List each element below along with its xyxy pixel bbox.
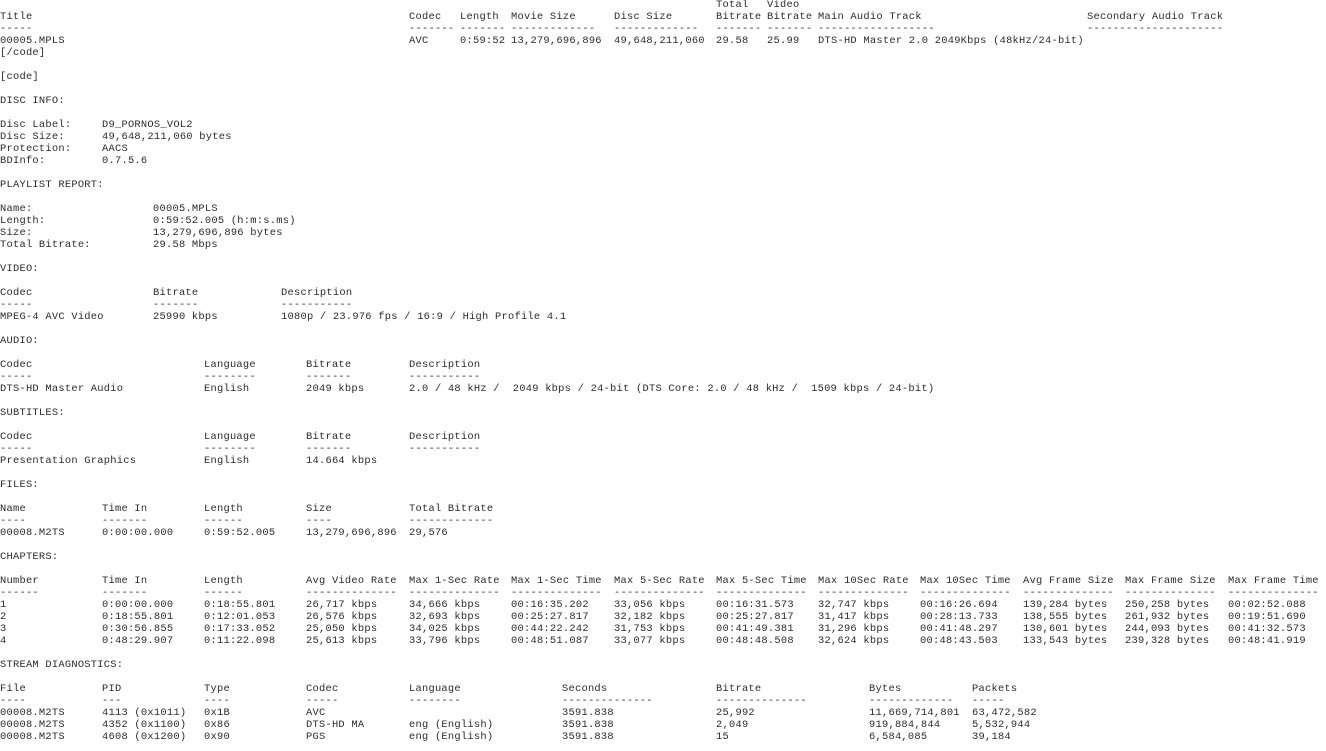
chapters-column-header: Max 1-Sec Rate [409,575,500,587]
stream-diagnostics-table-cell: 3591.838 [562,707,614,719]
chapters-table-cell: 33,056 kbps [614,599,686,611]
stream-diagnostics-table-cell: eng (English) [409,731,494,743]
chapters-table-cell: 33,077 kbps [614,635,686,647]
subtitles-header-rule: ------- [306,443,352,455]
video-header-rule: ----- [0,299,33,311]
chapters-header-rule: -------------- [716,587,807,599]
summary-table-cell: 49,648,211,060 [614,35,705,47]
chapters-table-cell: 00:41:32.573 [1228,623,1306,635]
files-column-header: Total Bitrate [409,503,494,515]
summary-header-rule: ------- [716,23,762,35]
chapters-table-cell: 139,284 bytes [1023,599,1108,611]
subtitles-heading: SUBTITLES: [0,407,65,419]
chapters-table-cell: 244,093 bytes [1125,623,1210,635]
files-heading: FILES: [0,479,39,491]
stream-diagnostics-table-cell: 15 [716,731,729,743]
files-header-rule: ------------- [409,515,494,527]
chapters-column-header: Max 5-Sec Time [716,575,807,587]
subtitles-column-header: Description [409,431,481,443]
summary-header-rule: ------------------ [818,23,935,35]
chapters-table-cell: 0:00:00.000 [102,599,174,611]
playlist-report-heading: PLAYLIST REPORT: [0,179,104,191]
chapters-column-header: Max 5-Sec Rate [614,575,705,587]
stream-diagnostics-column-header: Type [204,683,230,695]
disc-info-field-value: 49,648,211,060 bytes [102,131,232,143]
stream-diagnostics-table-cell: 00008.M2TS [0,719,65,731]
chapters-column-header: Max 10Sec Rate [818,575,909,587]
summary-column-header: Video [767,0,800,11]
stream-diagnostics-table-cell: 5,532,944 [972,719,1031,731]
stream-diagnostics-header-rule: ------------- [869,695,954,707]
disc-info-heading: DISC INFO: [0,95,65,107]
stream-diagnostics-table-cell: 0x1B [204,707,230,719]
files-table-cell: 00008.M2TS [0,527,65,539]
video-column-header: Bitrate [153,287,199,299]
files-column-header: Length [204,503,243,515]
chapters-table-cell: 00:48:51.087 [511,635,589,647]
chapters-table-cell: 0:30:56.855 [102,623,174,635]
chapters-table-cell: 26,717 kbps [306,599,378,611]
audio-table-cell: 2.0 / 48 kHz / 2049 kbps / 24-bit (DTS Core: 2.0 / 48 kHz / 1509 kbps / 24-bit) [409,383,935,395]
disc-info-field-label: BDInfo: [0,155,46,167]
audio-column-header: Codec [0,359,33,371]
files-header-rule: ------- [102,515,148,527]
chapters-header-rule: -------------- [1023,587,1114,599]
stream-diagnostics-table-cell: 39,184 [972,731,1011,743]
chapters-column-header: Time In [102,575,148,587]
stream-diagnostics-table-cell: 4352 (0x1100) [102,719,187,731]
stream-diagnostics-table-cell: 3591.838 [562,731,614,743]
chapters-table-cell: 00:41:49.381 [716,623,794,635]
chapters-header-rule: -------------- [409,587,500,599]
video-heading: VIDEO: [0,263,39,275]
summary-column-header: Main Audio Track [818,11,922,23]
stream-diagnostics-table-cell: AVC [306,707,326,719]
playlist-report-field-value: 0:59:52.005 (h:m:s.ms) [153,215,296,227]
stream-diagnostics-column-header: Bytes [869,683,902,695]
summary-header-rule: ------- [460,23,506,35]
chapters-table-cell: 239,328 bytes [1125,635,1210,647]
playlist-report-field-label: Length: [0,215,46,227]
stream-diagnostics-column-header: Packets [972,683,1018,695]
video-column-header: Description [281,287,353,299]
files-header-rule: ------ [204,515,243,527]
stream-diagnostics-table-cell: 2,049 [716,719,749,731]
disc-info-field-label: Protection: [0,143,72,155]
stream-diagnostics-column-header: Bitrate [716,683,762,695]
disc-info-field-value: AACS [102,143,128,155]
subtitles-column-header: Bitrate [306,431,352,443]
chapters-table-cell: 4 [0,635,7,647]
summary-header-rule: ----- [0,23,33,35]
audio-column-header: Description [409,359,481,371]
summary-column-header: Bitrate [767,11,813,23]
chapters-table-cell: 33,796 kbps [409,635,481,647]
stream-diagnostics-table-cell: 25,992 [716,707,755,719]
stream-diagnostics-column-header: Language [409,683,461,695]
playlist-report-field-value: 29.58 Mbps [153,239,218,251]
video-header-rule: ------- [153,299,199,311]
subtitles-table-cell: 14.664 kbps [306,455,378,467]
files-table-cell: 13,279,696,896 [306,527,397,539]
chapters-table-cell: 00:25:27.817 [511,611,589,623]
summary-header-rule: ------------- [511,23,596,35]
audio-header-rule: ----------- [409,371,481,383]
chapters-table-cell: 00:48:41.919 [1228,635,1306,647]
audio-table-cell: 2049 kbps [306,383,365,395]
summary-header-rule: ------- [409,23,455,35]
disc-info-field-label: Disc Label: [0,119,72,131]
summary-table-cell: 29.58 [716,35,749,47]
stream-diagnostics-table-cell: 0x86 [204,719,230,731]
summary-column-header: Title [0,11,33,23]
summary-column-header: Length [460,11,499,23]
stream-diagnostics-table-cell: DTS-HD MA [306,719,365,731]
chapters-table-cell: 00:19:51.690 [1228,611,1306,623]
chapters-table-cell: 32,693 kbps [409,611,481,623]
chapters-table-cell: 00:25:27.817 [716,611,794,623]
code-open-tag: [code] [0,71,39,83]
chapters-table-cell: 0:17:33.052 [204,623,276,635]
chapters-table-cell: 0:48:29.907 [102,635,174,647]
playlist-report-field-value: 13,279,696,896 bytes [153,227,283,239]
chapters-table-cell: 133,543 bytes [1023,635,1108,647]
chapters-table-cell: 130,601 bytes [1023,623,1108,635]
video-header-rule: ----------- [281,299,353,311]
chapters-table-cell: 0:18:55.801 [102,611,174,623]
summary-header-rule: ------- [767,23,813,35]
chapters-table-cell: 34,025 kbps [409,623,481,635]
stream-diagnostics-heading: STREAM DIAGNOSTICS: [0,659,124,671]
chapters-table-cell: 00:02:52.088 [1228,599,1306,611]
playlist-report-field-label: Name: [0,203,33,215]
playlist-report-field-label: Size: [0,227,33,239]
chapters-header-rule: -------------- [1228,587,1319,599]
chapters-table-cell: 31,753 kbps [614,623,686,635]
stream-diagnostics-table-cell: 11,669,714,801 [869,707,960,719]
summary-header-rule: ------------- [614,23,699,35]
playlist-report-field-value: 00005.MPLS [153,203,218,215]
audio-header-rule: ------- [306,371,352,383]
stream-diagnostics-column-header: PID [102,683,122,695]
stream-diagnostics-header-rule: -------------- [716,695,807,707]
chapters-table-cell: 0:11:22.098 [204,635,276,647]
chapters-column-header: Number [0,575,39,587]
summary-column-header: Total [716,0,749,11]
stream-diagnostics-header-rule: ---- [0,695,26,707]
chapters-table-cell: 00:16:31.573 [716,599,794,611]
subtitles-header-rule: ----- [0,443,33,455]
audio-heading: AUDIO: [0,335,39,347]
summary-table-cell: DTS-HD Master 2.0 2049Kbps (48kHz/24-bit) [818,35,1084,47]
playlist-report-field-label: Total Bitrate: [0,239,91,251]
summary-column-header: Codec [409,11,442,23]
files-table-cell: 29,576 [409,527,448,539]
chapters-table-cell: 00:48:48.508 [716,635,794,647]
chapters-table-cell: 138,555 bytes [1023,611,1108,623]
summary-column-header: Bitrate [716,11,762,23]
files-column-header: Size [306,503,332,515]
files-column-header: Name [0,503,26,515]
stream-diagnostics-column-header: File [0,683,26,695]
disc-info-field-label: Disc Size: [0,131,65,143]
files-table-cell: 0:59:52.005 [204,527,276,539]
subtitles-table-cell: English [204,455,250,467]
summary-column-header: Movie Size [511,11,576,23]
stream-diagnostics-header-rule: ----- [306,695,339,707]
chapters-header-rule: -------------- [1125,587,1216,599]
subtitles-header-rule: -------- [204,443,256,455]
chapters-table-cell: 1 [0,599,7,611]
summary-column-header: Secondary Audio Track [1087,11,1224,23]
chapters-table-cell: 261,932 bytes [1125,611,1210,623]
chapters-header-rule: ------- [102,587,148,599]
files-header-rule: ---- [0,515,26,527]
stream-diagnostics-header-rule: ---- [204,695,230,707]
stream-diagnostics-header-rule: -------------- [562,695,653,707]
chapters-header-rule: -------------- [614,587,705,599]
stream-diagnostics-column-header: Seconds [562,683,608,695]
code-close-tag: [/code] [0,47,46,59]
chapters-table-cell: 00:44:22.242 [511,623,589,635]
chapters-table-cell: 00:28:13.733 [920,611,998,623]
summary-table-cell: 0:59:52 [460,35,506,47]
chapters-table-cell: 3 [0,623,7,635]
chapters-table-cell: 31,417 kbps [818,611,890,623]
chapters-column-header: Length [204,575,243,587]
stream-diagnostics-table-cell: 6,584,085 [869,731,928,743]
subtitles-column-header: Language [204,431,256,443]
chapters-column-header: Avg Frame Size [1023,575,1114,587]
summary-table-cell: 13,279,696,896 [511,35,602,47]
chapters-table-cell: 00:41:48.297 [920,623,998,635]
stream-diagnostics-table-cell: 00008.M2TS [0,707,65,719]
chapters-header-rule: ------ [204,587,243,599]
chapters-table-cell: 0:18:55.801 [204,599,276,611]
audio-header-rule: -------- [204,371,256,383]
stream-diagnostics-table-cell: 63,472,582 [972,707,1037,719]
video-table-cell: 1080p / 23.976 fps / 16:9 / High Profile 4.1 [281,311,567,323]
summary-column-header: Disc Size [614,11,673,23]
chapters-column-header: Max Frame Time [1228,575,1319,587]
audio-column-header: Language [204,359,256,371]
stream-diagnostics-table-cell: 4113 (0x1011) [102,707,187,719]
audio-column-header: Bitrate [306,359,352,371]
disc-info-field-value: D9_PORNOS_VOL2 [102,119,193,131]
summary-header-rule: --------------------- [1087,23,1224,35]
stream-diagnostics-table-cell: 00008.M2TS [0,731,65,743]
stream-diagnostics-table-cell: 919,884,844 [869,719,941,731]
chapters-table-cell: 00:16:35.202 [511,599,589,611]
video-table-cell: 25990 kbps [153,311,218,323]
files-header-rule: ---- [306,515,332,527]
stream-diagnostics-table-cell: 4608 (0x1200) [102,731,187,743]
chapters-table-cell: 32,747 kbps [818,599,890,611]
chapters-heading: CHAPTERS: [0,551,59,563]
stream-diagnostics-table-cell: 3591.838 [562,719,614,731]
files-table-cell: 0:00:00.000 [102,527,174,539]
disc-info-field-value: 0.7.5.6 [102,155,148,167]
stream-diagnostics-table-cell: eng (English) [409,719,494,731]
subtitles-header-rule: ----------- [409,443,481,455]
summary-table-cell: 00005.MPLS [0,35,65,47]
stream-diagnostics-table-cell: PGS [306,731,326,743]
audio-header-rule: ----- [0,371,33,383]
chapters-header-rule: -------------- [306,587,397,599]
stream-diagnostics-header-rule: --- [102,695,122,707]
summary-table-cell: AVC [409,35,429,47]
chapters-table-cell: 25,613 kbps [306,635,378,647]
chapters-header-rule: ------ [0,587,39,599]
chapters-header-rule: -------------- [920,587,1011,599]
summary-table-cell: 25.99 [767,35,800,47]
chapters-column-header: Max Frame Size [1125,575,1216,587]
chapters-table-cell: 2 [0,611,7,623]
chapters-header-rule: -------------- [818,587,909,599]
stream-diagnostics-table-cell: 0x90 [204,731,230,743]
audio-table-cell: DTS-HD Master Audio [0,383,124,395]
chapters-column-header: Max 1-Sec Time [511,575,602,587]
chapters-table-cell: 31,296 kbps [818,623,890,635]
chapters-table-cell: 00:48:43.503 [920,635,998,647]
video-table-cell: MPEG-4 AVC Video [0,311,104,323]
stream-diagnostics-header-rule: -------- [409,695,461,707]
chapters-table-cell: 25,050 kbps [306,623,378,635]
chapters-table-cell: 32,624 kbps [818,635,890,647]
files-column-header: Time In [102,503,148,515]
chapters-header-rule: -------------- [511,587,602,599]
chapters-table-cell: 34,666 kbps [409,599,481,611]
stream-diagnostics-column-header: Codec [306,683,339,695]
subtitles-table-cell: Presentation Graphics [0,455,137,467]
chapters-table-cell: 32,182 kbps [614,611,686,623]
stream-diagnostics-header-rule: ----- [972,695,1005,707]
chapters-column-header: Avg Video Rate [306,575,397,587]
video-column-header: Codec [0,287,33,299]
chapters-column-header: Max 10Sec Time [920,575,1011,587]
chapters-table-cell: 0:12:01.053 [204,611,276,623]
subtitles-column-header: Codec [0,431,33,443]
audio-table-cell: English [204,383,250,395]
chapters-table-cell: 00:16:26.694 [920,599,998,611]
chapters-table-cell: 26,576 kbps [306,611,378,623]
chapters-table-cell: 250,258 bytes [1125,599,1210,611]
